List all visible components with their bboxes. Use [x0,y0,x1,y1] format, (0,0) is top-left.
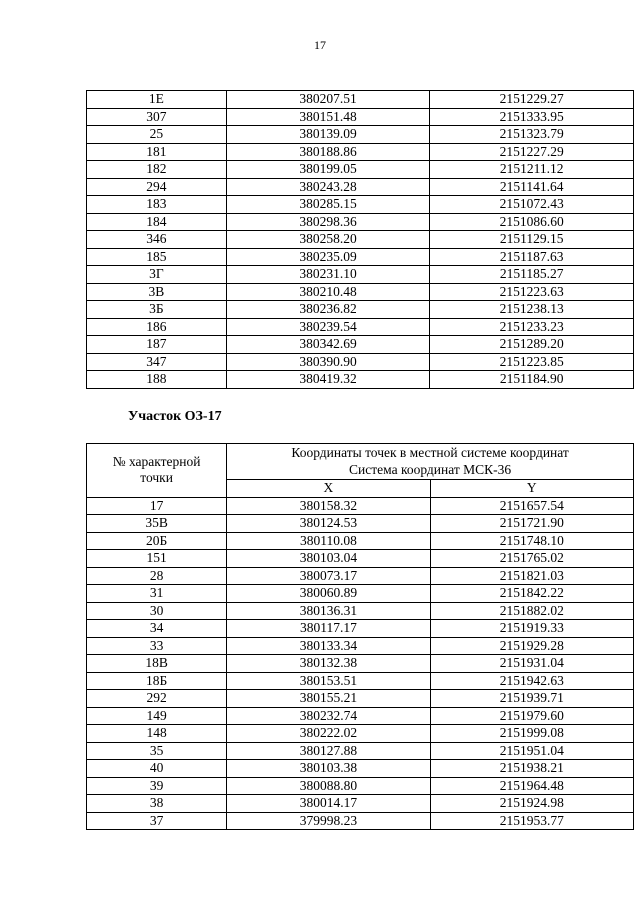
y-coordinate-cell: 2151748.10 [430,532,633,550]
table-row [87,371,634,389]
table-row [87,91,634,109]
point-number-cell: 346 [87,231,227,249]
table-row [87,353,634,371]
table-row [87,690,634,708]
header-y: Y [430,480,633,498]
y-coordinate-cell: 2151233.23 [430,318,634,336]
table-row [87,707,634,725]
point-number-cell: 294 [87,178,227,196]
coordinates-table-2-header [87,444,634,498]
y-coordinate-cell: 2151323.79 [430,126,634,144]
table-row [87,231,634,249]
table-row [87,126,634,144]
table-row [87,108,634,126]
y-coordinate-cell: 2151187.63 [430,248,634,266]
table-row [87,196,634,214]
table-row [87,795,634,813]
x-coordinate-cell: 380188.86 [226,143,430,161]
x-coordinate-cell: 380014.17 [227,795,430,813]
coordinates-table-1 [86,90,634,389]
point-number-cell: 39 [87,777,227,795]
header-coords-line1: Координаты точек в местной системе координат [291,445,569,460]
y-coordinate-cell: 2151882.02 [430,602,633,620]
y-coordinate-cell: 2151238.13 [430,301,634,319]
table-row [87,497,634,515]
table-row [87,742,634,760]
point-number-cell: 35 [87,742,227,760]
x-coordinate-cell: 380151.48 [226,108,430,126]
table-row [87,266,634,284]
x-coordinate-cell: 380132.38 [227,655,430,673]
x-coordinate-cell: 380153.51 [227,672,430,690]
x-coordinate-cell: 380103.38 [227,760,430,778]
x-coordinate-cell: 380124.53 [227,515,430,533]
y-coordinate-cell: 2151223.63 [430,283,634,301]
table-row [87,760,634,778]
point-number-cell: 18В [87,655,227,673]
point-number-cell: 18Б [87,672,227,690]
x-coordinate-cell: 379998.23 [227,812,430,830]
table-row [87,213,634,231]
y-coordinate-cell: 2151929.28 [430,637,633,655]
header-point-line2: точки [140,470,173,486]
table-row [87,812,634,830]
point-number-cell: 31 [87,585,227,603]
x-coordinate-cell: 380060.89 [227,585,430,603]
y-coordinate-cell: 2151229.27 [430,91,634,109]
y-coordinate-cell: 2151765.02 [430,550,633,568]
y-coordinate-cell: 2151999.08 [430,725,633,743]
point-number-cell: 307 [87,108,227,126]
y-coordinate-cell: 2151289.20 [430,336,634,354]
point-number-cell: 184 [87,213,227,231]
x-coordinate-cell: 380390.90 [226,353,430,371]
point-number-cell: 185 [87,248,227,266]
x-coordinate-cell: 380158.32 [227,497,430,515]
point-number-cell: 186 [87,318,227,336]
x-coordinate-cell: 380207.51 [226,91,430,109]
point-number-cell: 38 [87,795,227,813]
x-coordinate-cell: 380155.21 [227,690,430,708]
table-row [87,532,634,550]
table-row [87,550,634,568]
point-number-cell: 20Б [87,532,227,550]
table-row [87,655,634,673]
y-coordinate-cell: 2151657.54 [430,497,633,515]
table-row [87,301,634,319]
y-coordinate-cell: 2151185.27 [430,266,634,284]
table-row [87,637,634,655]
y-coordinate-cell: 2151129.15 [430,231,634,249]
x-coordinate-cell: 380139.09 [226,126,430,144]
y-coordinate-cell: 2151938.21 [430,760,633,778]
header-point-line1: № характерной [112,453,201,469]
y-coordinate-cell: 2151821.03 [430,567,633,585]
y-coordinate-cell: 2151721.90 [430,515,633,533]
y-coordinate-cell: 2151227.29 [430,143,634,161]
x-coordinate-cell: 380258.20 [226,231,430,249]
table-row [87,725,634,743]
point-number-cell: 1Е [87,91,227,109]
point-number-cell: 30 [87,602,227,620]
x-coordinate-cell: 380073.17 [227,567,430,585]
point-number-cell: 40 [87,760,227,778]
table-row [87,672,634,690]
table-row [87,585,634,603]
table-row [87,143,634,161]
point-number-cell: 148 [87,725,227,743]
table-row [87,515,634,533]
x-coordinate-cell: 380210.48 [226,283,430,301]
point-number-cell: 28 [87,567,227,585]
point-number-cell: 292 [87,690,227,708]
x-coordinate-cell: 380133.34 [227,637,430,655]
point-number-cell: 34 [87,620,227,638]
y-coordinate-cell: 2151086.60 [430,213,634,231]
x-coordinate-cell: 380235.09 [226,248,430,266]
x-coordinate-cell: 380127.88 [227,742,430,760]
x-coordinate-cell: 380419.32 [226,371,430,389]
point-number-cell: 3Г [87,266,227,284]
y-coordinate-cell: 2151931.04 [430,655,633,673]
x-coordinate-cell: 380136.31 [227,602,430,620]
x-coordinate-cell: 380110.08 [227,532,430,550]
page-number: 17 [314,38,326,52]
point-number-cell: 25 [87,126,227,144]
y-coordinate-cell: 2151939.71 [430,690,633,708]
table-row [87,620,634,638]
y-coordinate-cell: 2151223.85 [430,353,634,371]
table-row [87,567,634,585]
section-title: Участок ОЗ-17 [128,409,222,424]
table-row [87,336,634,354]
table-row [87,178,634,196]
point-number-cell: 35В [87,515,227,533]
x-coordinate-cell: 380243.28 [226,178,430,196]
y-coordinate-cell: 2151211.12 [430,161,634,179]
y-coordinate-cell: 2151953.77 [430,812,633,830]
x-coordinate-cell: 380232.74 [227,707,430,725]
x-coordinate-cell: 380298.36 [226,213,430,231]
point-number-cell: 3Б [87,301,227,319]
point-number-cell: 3В [87,283,227,301]
y-coordinate-cell: 2151184.90 [430,371,634,389]
table-row [87,283,634,301]
coordinates-table-2-body [87,497,634,830]
point-number-cell: 188 [87,371,227,389]
point-number-cell: 187 [87,336,227,354]
point-number-cell: 149 [87,707,227,725]
y-coordinate-cell: 2151924.98 [430,795,633,813]
y-coordinate-cell: 2151333.95 [430,108,634,126]
table-row [87,318,634,336]
table-row [87,161,634,179]
y-coordinate-cell: 2151919.33 [430,620,633,638]
x-coordinate-cell: 380222.02 [227,725,430,743]
x-coordinate-cell: 380088.80 [227,777,430,795]
x-coordinate-cell: 380199.05 [226,161,430,179]
coordinates-table-1-body [87,91,634,389]
x-coordinate-cell: 380103.04 [227,550,430,568]
table-row [87,248,634,266]
x-coordinate-cell: 380231.10 [226,266,430,284]
x-coordinate-cell: 380285.15 [226,196,430,214]
y-coordinate-cell: 2151141.64 [430,178,634,196]
point-number-cell: 33 [87,637,227,655]
header-point-number [87,444,227,498]
coordinates-table-2 [86,443,634,830]
table-row [87,777,634,795]
x-coordinate-cell: 380239.54 [226,318,430,336]
point-number-cell: 151 [87,550,227,568]
table-row [87,602,634,620]
header-coords-line2: Система координат МСК-36 [349,461,512,477]
y-coordinate-cell: 2151979.60 [430,707,633,725]
x-coordinate-cell: 380117.17 [227,620,430,638]
y-coordinate-cell: 2151842.22 [430,585,633,603]
y-coordinate-cell: 2151942.63 [430,672,633,690]
header-x: X [227,480,430,498]
point-number-cell: 183 [87,196,227,214]
point-number-cell: 182 [87,161,227,179]
point-number-cell: 17 [87,497,227,515]
point-number-cell: 347 [87,353,227,371]
point-number-cell: 37 [87,812,227,830]
point-number-cell: 181 [87,143,227,161]
y-coordinate-cell: 2151964.48 [430,777,633,795]
y-coordinate-cell: 2151072.43 [430,196,634,214]
x-coordinate-cell: 380236.82 [226,301,430,319]
y-coordinate-cell: 2151951.04 [430,742,633,760]
x-coordinate-cell: 380342.69 [226,336,430,354]
header-coordinates [227,444,634,480]
